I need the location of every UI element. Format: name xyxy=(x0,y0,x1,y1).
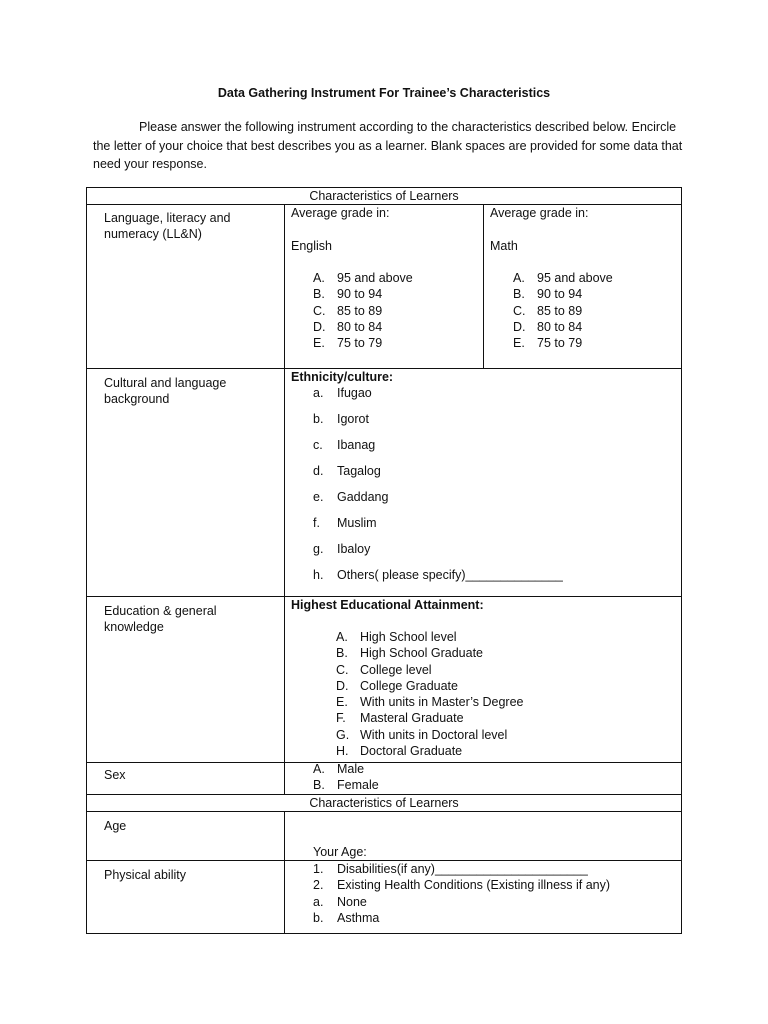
option-marker: E. xyxy=(313,336,325,351)
option-marker: C. xyxy=(513,303,526,318)
option-item xyxy=(313,861,610,877)
instructions-text: Please answer the following instrument according to the characteristics described below. Encircle the letter of your choice that best describes you as a learner. Blank spaces are provided for some data that need your response. xyxy=(93,120,683,171)
option-item xyxy=(313,270,413,286)
sex-options xyxy=(313,761,379,794)
option-item xyxy=(313,515,563,541)
option-marker: A. xyxy=(313,762,325,776)
column-divider xyxy=(284,811,285,934)
option-item xyxy=(336,629,524,645)
option-text: Male xyxy=(337,762,365,776)
option-text: 90 to 94 xyxy=(537,287,583,302)
option-marker: C. xyxy=(336,662,349,677)
option-text: Disabilities(if any)______________________ xyxy=(337,862,588,876)
english-grade-options xyxy=(313,270,413,351)
math-subject: Math xyxy=(490,239,518,253)
option-item xyxy=(313,463,563,489)
option-item xyxy=(313,437,563,463)
option-text: College level xyxy=(360,662,432,677)
option-marker: A. xyxy=(513,271,525,285)
option-marker: B. xyxy=(313,778,325,793)
option-marker: 2. xyxy=(313,878,324,893)
option-text: High School Graduate xyxy=(360,646,483,661)
option-text: 75 to 79 xyxy=(337,336,383,351)
option-marker: 1. xyxy=(313,862,324,876)
option-marker: A. xyxy=(313,271,325,285)
option-text: Masteral Graduate xyxy=(360,711,464,726)
english-subject: English xyxy=(291,239,332,253)
option-text: With units in Master’s Degree xyxy=(360,695,524,710)
physical-label: Physical ability xyxy=(104,868,186,882)
physical-options xyxy=(313,861,610,926)
option-marker: D. xyxy=(336,678,349,693)
instructions-paragraph xyxy=(93,118,683,174)
option-marker: E. xyxy=(336,695,348,710)
option-item xyxy=(313,910,610,926)
option-marker: B. xyxy=(513,287,525,302)
option-item xyxy=(513,286,613,302)
option-item xyxy=(313,877,610,893)
english-prompt: Average grade in: xyxy=(291,206,390,220)
option-marker: f. xyxy=(313,516,320,530)
option-text: Muslim xyxy=(337,516,377,530)
option-text: Existing Health Conditions (Existing illness if any) xyxy=(337,878,611,893)
option-marker: A. xyxy=(336,630,348,644)
option-text: 85 to 89 xyxy=(537,303,583,318)
column-divider xyxy=(284,204,285,794)
row-divider xyxy=(86,762,682,763)
option-item xyxy=(313,777,379,793)
math-grade-options xyxy=(513,270,613,351)
option-item xyxy=(513,319,613,335)
option-marker: B. xyxy=(313,287,325,302)
option-text: Gaddang xyxy=(337,490,389,504)
option-marker: C. xyxy=(313,303,326,318)
option-text: With units in Doctoral level xyxy=(360,727,508,742)
table-header: Characteristics of Learners xyxy=(309,189,459,203)
option-marker: E. xyxy=(513,336,525,351)
education-label: Education & general knowledge xyxy=(104,604,217,634)
option-item xyxy=(313,541,563,567)
education-options xyxy=(336,629,524,759)
option-marker: F. xyxy=(336,711,346,726)
option-text: 90 to 94 xyxy=(337,287,383,302)
option-text: Igorot xyxy=(337,412,369,426)
culture-heading: Ethnicity/culture: xyxy=(291,370,394,384)
option-marker: H. xyxy=(336,744,349,759)
option-marker: D. xyxy=(313,319,326,334)
option-marker: b. xyxy=(313,412,324,426)
option-item xyxy=(313,411,563,437)
option-marker: b. xyxy=(313,910,324,925)
option-item xyxy=(313,335,413,351)
option-marker: h. xyxy=(313,568,324,582)
option-item xyxy=(336,678,524,694)
option-item xyxy=(336,743,524,759)
option-marker: a. xyxy=(313,894,324,909)
option-text: Ibaloy xyxy=(337,542,371,556)
option-text: None xyxy=(337,894,367,909)
column-divider xyxy=(483,204,484,368)
education-heading: Highest Educational Attainment: xyxy=(291,598,484,612)
option-text: 80 to 84 xyxy=(537,319,583,334)
option-item xyxy=(313,319,413,335)
option-text: Others( please specify)______________ xyxy=(337,568,563,582)
ethnicity-options xyxy=(313,385,563,593)
culture-label: Cultural and language background xyxy=(104,376,227,406)
llnu-label: Language, literacy and numeracy (LL&N) xyxy=(104,211,231,241)
option-item xyxy=(313,567,563,593)
option-item xyxy=(336,727,524,743)
option-text: 80 to 84 xyxy=(337,319,383,334)
option-text: Tagalog xyxy=(337,464,381,478)
option-marker: e. xyxy=(313,490,324,504)
option-marker: g. xyxy=(313,542,324,556)
option-text: College Graduate xyxy=(360,678,458,693)
row-divider xyxy=(86,811,682,812)
option-text: 75 to 79 xyxy=(537,336,583,351)
option-item xyxy=(513,303,613,319)
option-text: Female xyxy=(337,778,379,793)
option-item xyxy=(313,761,379,777)
option-marker: D. xyxy=(513,319,526,334)
document-title: Data Gathering Instrument For Trainee’s Characteristics xyxy=(217,86,551,100)
math-prompt: Average grade in: xyxy=(490,206,589,220)
option-text: High School level xyxy=(360,630,457,644)
option-item xyxy=(336,662,524,678)
option-marker: a. xyxy=(313,386,324,400)
option-text: 85 to 89 xyxy=(337,303,383,318)
option-marker: c. xyxy=(313,438,323,452)
option-item xyxy=(313,385,563,411)
option-item xyxy=(313,286,413,302)
option-text: Doctoral Graduate xyxy=(360,744,463,759)
option-item xyxy=(313,894,610,910)
option-marker: B. xyxy=(336,646,348,661)
option-text: 95 and above xyxy=(337,271,413,285)
option-marker: G. xyxy=(336,727,350,742)
option-text: Asthma xyxy=(337,910,380,925)
sex-label: Sex xyxy=(104,768,126,782)
option-item xyxy=(513,335,613,351)
option-item xyxy=(336,710,524,726)
option-item xyxy=(513,270,613,286)
age-label: Age xyxy=(104,819,127,833)
option-item xyxy=(336,694,524,710)
option-item xyxy=(336,645,524,661)
option-item xyxy=(313,489,563,515)
age-prompt: Your Age: xyxy=(313,845,367,859)
table-header: Characteristics of Learners xyxy=(309,796,459,810)
option-text: Ibanag xyxy=(337,438,376,452)
option-item xyxy=(313,303,413,319)
option-text: Ifugao xyxy=(337,386,372,400)
option-marker: d. xyxy=(313,464,324,478)
option-text: 95 and above xyxy=(537,271,613,285)
